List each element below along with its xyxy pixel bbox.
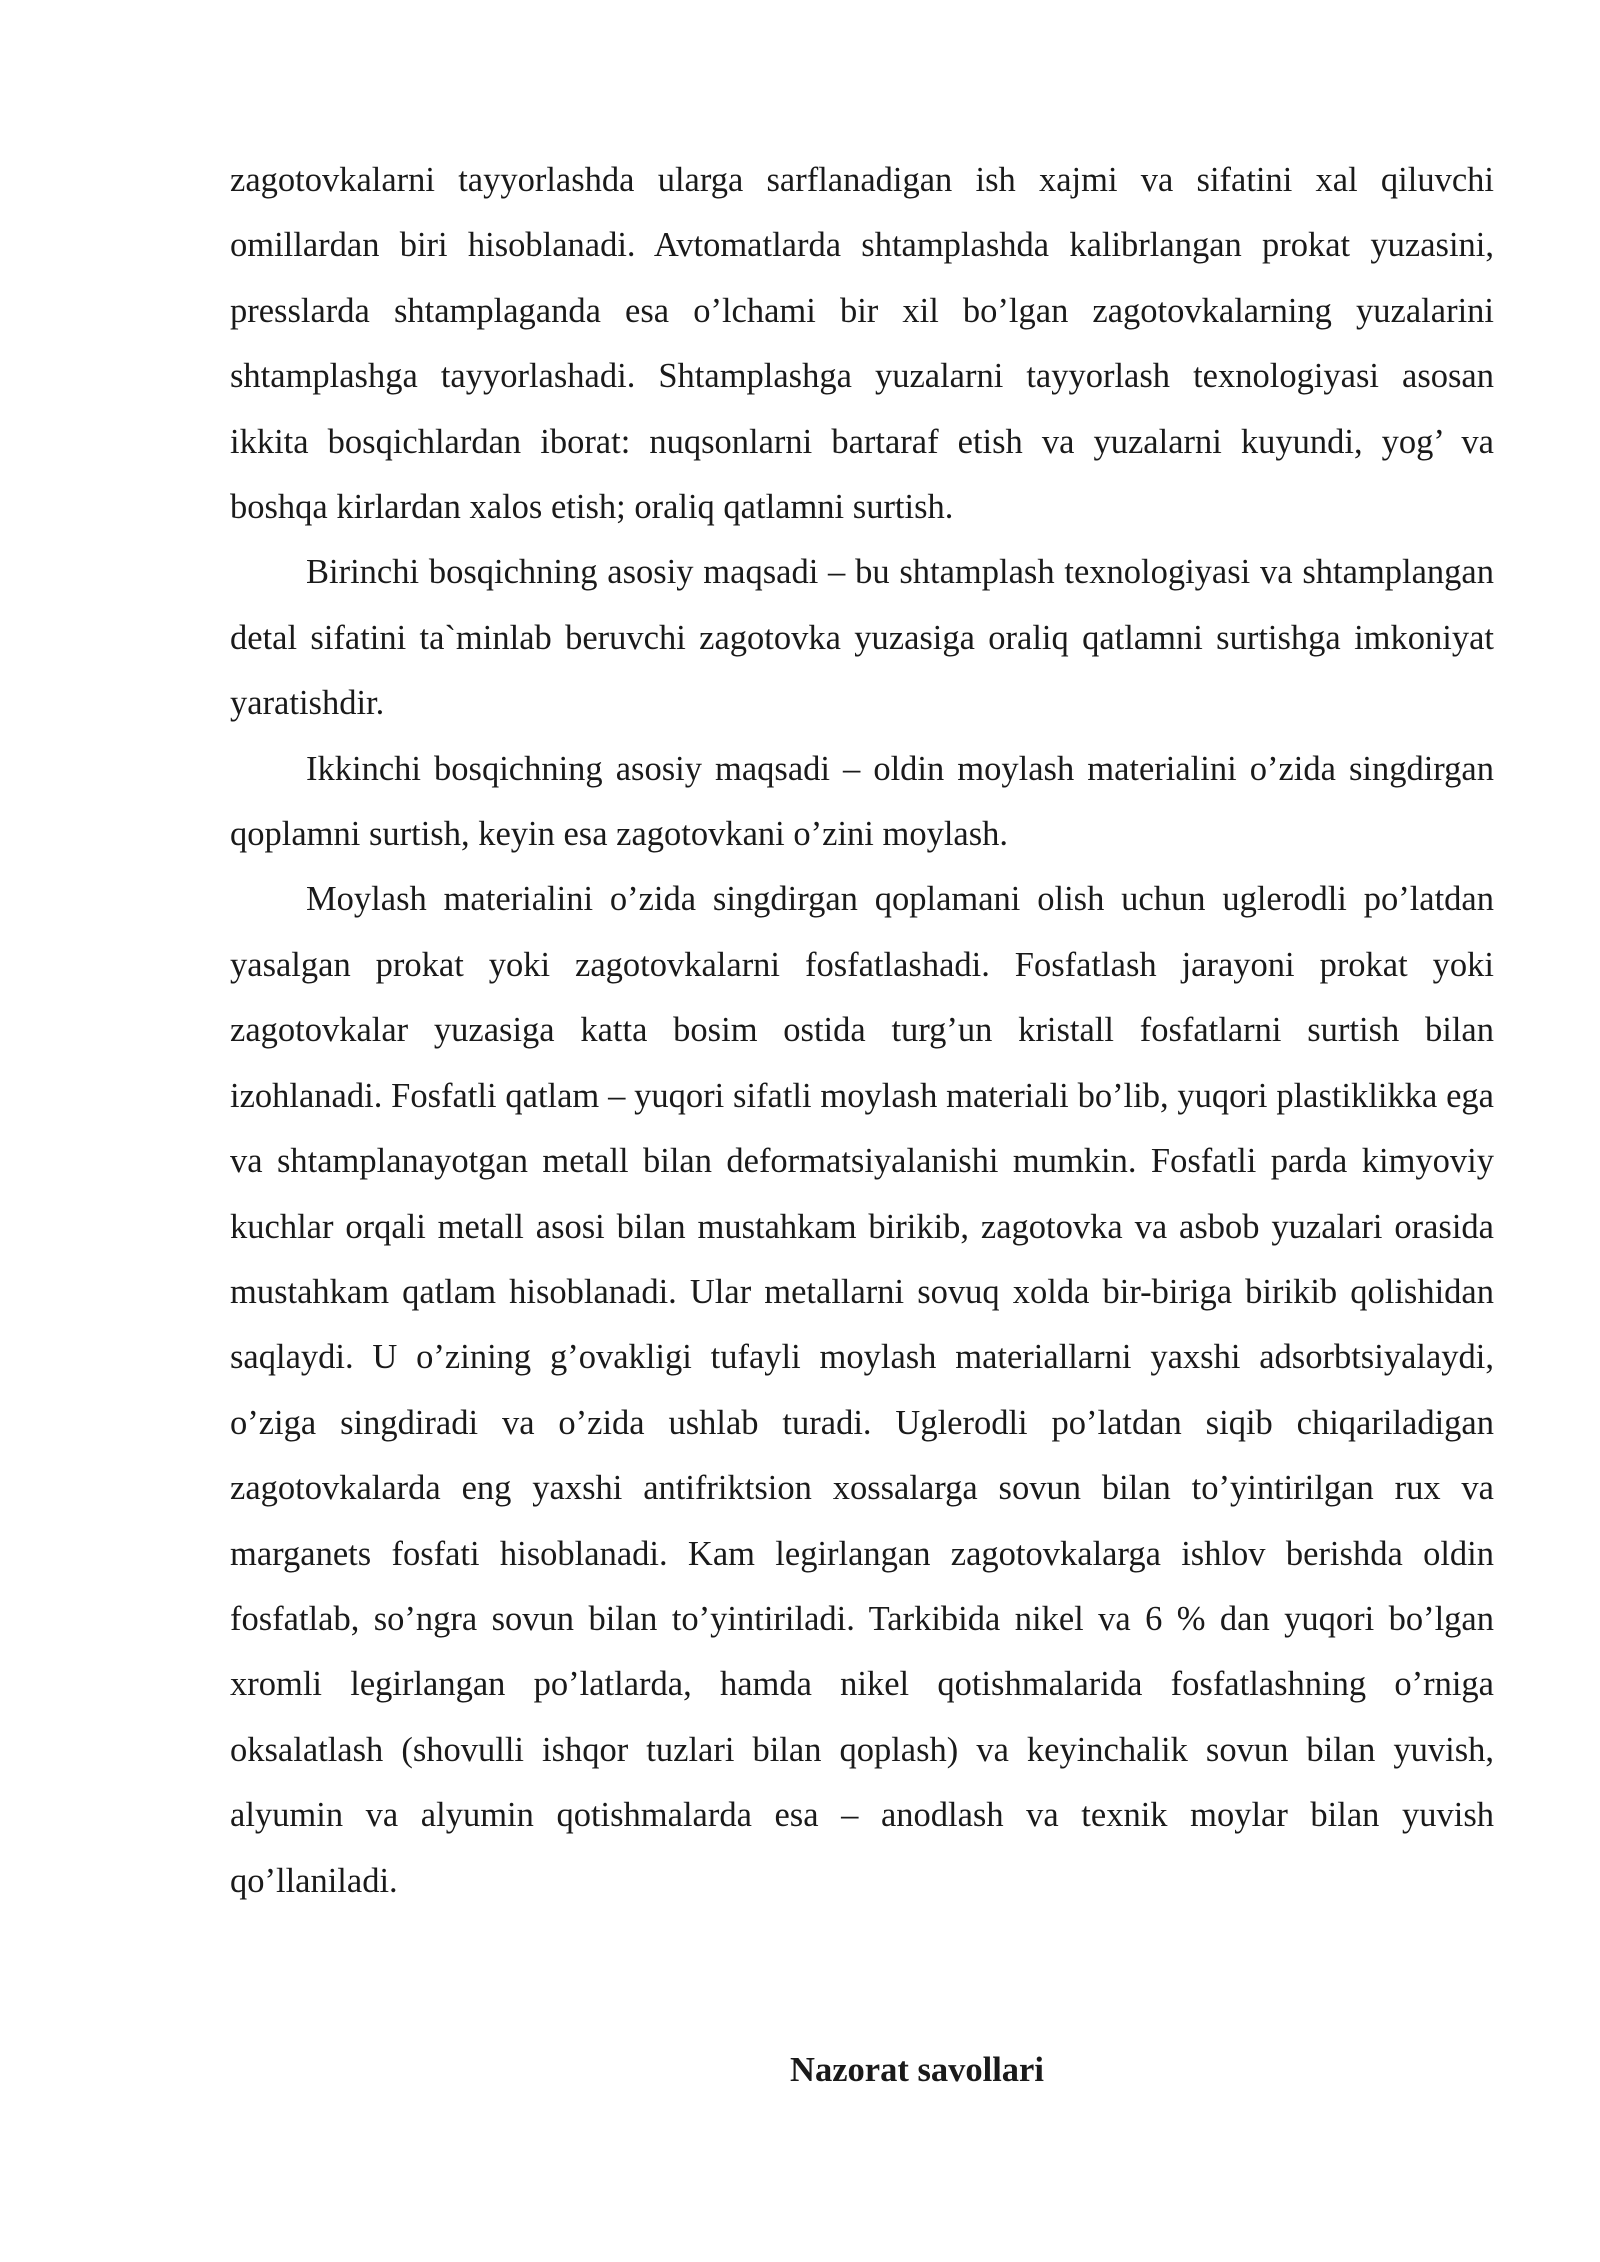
paragraph-second-stage: Ikkinchi bosqichning asosiy maqsadi – oldin moylash materialini o’zida singdirgan qoplamni surtish, keyin esa zagotovkani o’zini moylash. [230,749,1494,854]
paragraph-first-stage: Birinchi bosqichning asosiy maqsadi – bu shtamplash texnologiyasi va shtamplangan detal sifatini ta`minlab beruvchi zagotovka yuzasiga oraliq qatlamni surtishga imkoniyat yaratishdir. [230,553,1494,723]
paragraph-continuation: zagotovkalarni tayyorlashda ularga sarflanadigan ish xajmi va sifatini xal qiluvchi omillardan biri hisoblanadi. Avtomatlarda shtamplashda kalibrlangan prokat yuzasini, presslarda shtamplaganda esa o’lchami bir xil bo’lgan zagotovkalarning yuzalarini shtamplashga tayyorlashadi. Shtamplashga yuzalarni tayyorlash texnologiyasi asosan ikkita bosqichlardan iborat: nuqsonlarni bartaraf etish va yuzalarni kuyundi, yog’ va boshqa kirlardan xalos etish; oraliq qatlamni surtish. [230,161,1494,527]
body-text [230,148,1494,1914]
paragraph-phosphating: Moylash materialini o’zida singdirgan qoplamani olish uchun uglerodli po’latdan yasalgan prokat yoki zagotovkalarni fosfatlashadi. Fosfatlash jarayoni prokat yoki zagotovkalar yuzasiga katta bosim ostida turg’un kristall fosfatlarni surtish bilan izohlanadi. Fosfatli qatlam – yuqori sifatli moylash materiali bo’lib, yuqori plastiklikka ega va shtamplanayotgan metall bilan deformatsiyalanishi mumkin. Fosfatli parda kimyoviy kuchlar orqali metall asosi bilan mustahkam birikib, zagotovka va asbob yuzalari orasida mustahkam qatlam hisoblanadi. Ular metallarni sovuq xolda bir-biriga birikib qolishidan saqlaydi. U o’zining g’ovakligi tufayli moylash materiallarni yaxshi adsorbtsiyalaydi, o’ziga singdiradi va o’zida ushlab turadi. Uglerodli po’latdan siqib chiqariladigan zagotovkalarda eng yaxshi antifriktsion xossalarga sovun bilan to’yintirilgan rux va marganets fosfati hisoblanadi. Kam legirlangan zagotovkalarga ishlov berishda oldin fosfatlab, so’ngra sovun bilan to’yintiriladi. Tarkibida nikel va 6 % dan yuqori bo’lgan xromli legirlangan po’latlarda, hamda nikel qotishmalarida fosfatlashning o’rniga oksalatlash (shovulli ishqor tuzlari bilan qoplash) va keyinchalik sovun bilan yuvish, alyumin va alyumin qotishmalarda esa – anodlash va texnik moylar bilan yuvish qo’llaniladi. [230,880,1494,1900]
section-heading: Nazorat savollari [790,2051,1044,2089]
